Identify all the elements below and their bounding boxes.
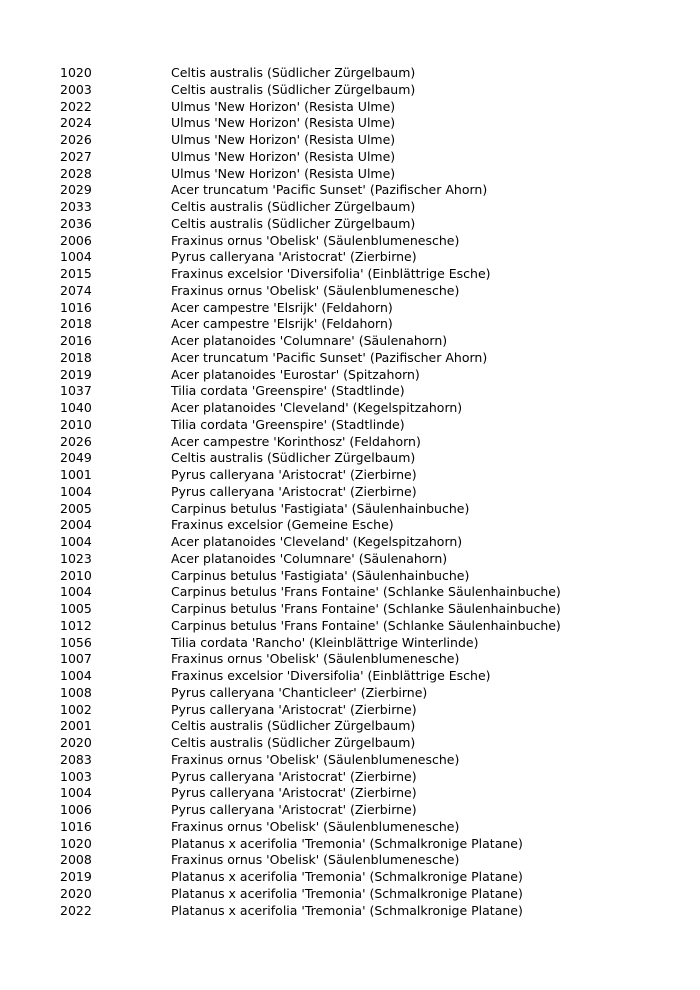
list-item <box>60 551 680 568</box>
item-code: 1004 <box>60 534 92 549</box>
item-species: Acer platanoides 'Eurostar' (Spitzahorn) <box>171 366 420 382</box>
list-item <box>60 350 680 367</box>
item-species: Carpinus betulus 'Frans Fontaine' (Schlanke Säulenhainbuche) <box>171 601 561 616</box>
list-item <box>60 266 680 283</box>
list-item <box>60 132 680 149</box>
item-code: 1004 <box>60 249 92 265</box>
item-code: 2024 <box>60 115 92 131</box>
item-code: 2016 <box>60 333 92 348</box>
item-code: 2019 <box>60 869 92 884</box>
item-species: Ulmus 'New Horizon' (Resista Ulme) <box>171 132 396 147</box>
list-item <box>60 869 680 886</box>
list-item <box>60 166 680 183</box>
list-item <box>60 836 680 853</box>
list-item <box>60 802 680 819</box>
list-item <box>60 568 680 585</box>
item-species: Acer platanoides 'Cleveland' (Kegelspitzahorn) <box>171 534 463 549</box>
item-species: Acer truncatum 'Pacific Sunset' (Pazifischer Ahorn) <box>171 349 488 365</box>
list-item <box>60 333 680 350</box>
item-species: Celtis australis (Südlicher Zürgelbaum) <box>171 718 416 734</box>
list-item <box>60 417 680 434</box>
list-item <box>60 82 680 99</box>
item-code: 1008 <box>60 684 92 700</box>
item-code: 2015 <box>60 266 92 281</box>
item-species: Fraxinus ornus 'Obelisk' (Säulenblumenesche) <box>171 651 460 667</box>
tree-list <box>60 65 680 919</box>
item-species: Fraxinus excelsior 'Diversifolia' (Einblättrige Esche) <box>171 668 491 683</box>
list-item <box>60 300 680 317</box>
list-item <box>60 819 680 836</box>
item-species: Acer truncatum 'Pacific Sunset' (Pazifischer Ahorn) <box>171 182 488 198</box>
item-code: 1001 <box>60 467 92 482</box>
item-code: 2020 <box>60 885 92 901</box>
item-species: Fraxinus ornus 'Obelisk' (Säulenblumenesche) <box>171 751 460 767</box>
list-item <box>60 752 680 769</box>
list-item <box>60 99 680 116</box>
item-code: 1004 <box>60 483 92 499</box>
item-code: 1004 <box>60 584 92 600</box>
item-code: 2010 <box>60 416 92 432</box>
item-code: 2008 <box>60 852 92 868</box>
list-item <box>60 434 680 451</box>
item-code: 1016 <box>60 299 92 315</box>
item-species: Celtis australis (Südlicher Zürgelbaum) <box>171 65 416 80</box>
list-item <box>60 735 680 752</box>
item-species: Platanus x acerifolia 'Tremonia' (Schmalkronige Platane) <box>171 902 523 918</box>
item-species: Platanus x acerifolia 'Tremonia' (Schmalkronige Platane) <box>171 885 523 901</box>
list-item <box>60 785 680 802</box>
list-item <box>60 668 680 685</box>
item-species: Carpinus betulus 'Frans Fontaine' (Schlanke Säulenhainbuche) <box>171 617 561 633</box>
item-species: Tilia cordata 'Greenspire' (Stadtlinde) <box>171 416 405 432</box>
item-species: Carpinus betulus 'Fastigiata' (Säulenhainbuche) <box>171 500 470 516</box>
item-species: Platanus x acerifolia 'Tremonia' (Schmalkronige Platane) <box>171 869 523 884</box>
item-code: 1002 <box>60 701 92 717</box>
item-species: Fraxinus ornus 'Obelisk' (Säulenblumenesche) <box>171 852 460 868</box>
item-code: 2026 <box>60 433 92 449</box>
item-code: 1012 <box>60 617 92 633</box>
item-species: Platanus x acerifolia 'Tremonia' (Schmalkronige Platane) <box>171 835 523 851</box>
item-code: 1016 <box>60 818 92 834</box>
list-item <box>60 584 680 601</box>
item-species: Pyrus calleryana 'Aristocrat' (Zierbirne) <box>171 467 417 482</box>
item-code: 2018 <box>60 349 92 365</box>
item-code: 2018 <box>60 316 92 332</box>
item-species: Acer campestre 'Elsrijk' (Feldahorn) <box>171 316 393 332</box>
item-code: 1020 <box>60 835 92 851</box>
item-code: 2033 <box>60 199 92 214</box>
list-item <box>60 702 680 719</box>
list-item <box>60 383 680 400</box>
list-item <box>60 852 680 869</box>
list-item <box>60 501 680 518</box>
list-item <box>60 182 680 199</box>
item-species: Acer platanoides 'Columnare' (Säulenahorn) <box>171 550 448 566</box>
item-code: 1007 <box>60 651 92 667</box>
item-species: Ulmus 'New Horizon' (Resista Ulme) <box>171 148 396 164</box>
item-code: 1004 <box>60 785 92 801</box>
item-code: 2028 <box>60 165 92 181</box>
item-species: Pyrus calleryana 'Aristocrat' (Zierbirne) <box>171 768 417 784</box>
item-code: 2005 <box>60 500 92 516</box>
item-code: 1023 <box>60 550 92 566</box>
item-species: Fraxinus excelsior 'Diversifolia' (Einblättrige Esche) <box>171 266 491 281</box>
list-item <box>60 517 680 534</box>
item-species: Celtis australis (Südlicher Zürgelbaum) <box>171 215 416 231</box>
list-item <box>60 149 680 166</box>
list-item <box>60 249 680 266</box>
item-code: 2019 <box>60 366 92 382</box>
list-item <box>60 65 680 82</box>
item-species: Acer platanoides 'Cleveland' (Kegelspitzahorn) <box>171 400 463 415</box>
list-item <box>60 316 680 333</box>
list-item <box>60 651 680 668</box>
item-code: 2027 <box>60 148 92 164</box>
list-item <box>60 618 680 635</box>
item-species: Fraxinus ornus 'Obelisk' (Säulenblumenesche) <box>171 232 460 248</box>
item-code: 1004 <box>60 668 92 683</box>
item-species: Ulmus 'New Horizon' (Resista Ulme) <box>171 115 396 131</box>
item-species: Pyrus calleryana 'Aristocrat' (Zierbirne) <box>171 802 417 817</box>
list-item <box>60 283 680 300</box>
list-item <box>60 769 680 786</box>
item-code: 2022 <box>60 98 92 114</box>
item-code: 1040 <box>60 400 92 415</box>
item-species: Acer platanoides 'Columnare' (Säulenahorn) <box>171 333 448 348</box>
item-code: 2049 <box>60 450 92 466</box>
item-species: Celtis australis (Südlicher Zürgelbaum) <box>171 735 416 750</box>
list-item <box>60 115 680 132</box>
item-code: 2036 <box>60 215 92 231</box>
list-item <box>60 635 680 652</box>
item-code: 1006 <box>60 802 92 817</box>
item-code: 1020 <box>60 65 92 80</box>
item-code: 2010 <box>60 567 92 583</box>
item-species: Ulmus 'New Horizon' (Resista Ulme) <box>171 98 396 114</box>
item-species: Fraxinus ornus 'Obelisk' (Säulenblumenesche) <box>171 282 460 298</box>
item-code: 2006 <box>60 232 92 248</box>
item-species: Pyrus calleryana 'Aristocrat' (Zierbirne) <box>171 483 417 499</box>
item-species: Tilia cordata 'Rancho' (Kleinblättrige Winterlinde) <box>171 634 479 650</box>
item-species: Fraxinus excelsior (Gemeine Esche) <box>171 517 394 533</box>
item-species: Acer campestre 'Elsrijk' (Feldahorn) <box>171 299 393 315</box>
list-item <box>60 484 680 501</box>
list-item <box>60 886 680 903</box>
item-code: 2003 <box>60 81 92 97</box>
list-item <box>60 216 680 233</box>
item-species: Celtis australis (Südlicher Zürgelbaum) <box>171 81 416 97</box>
item-code: 1005 <box>60 601 92 616</box>
item-code: 2020 <box>60 735 92 750</box>
item-code: 2022 <box>60 902 92 918</box>
list-item <box>60 718 680 735</box>
item-species: Ulmus 'New Horizon' (Resista Ulme) <box>171 165 396 181</box>
list-item <box>60 199 680 216</box>
item-code: 2074 <box>60 282 92 298</box>
list-item <box>60 685 680 702</box>
list-item <box>60 233 680 250</box>
list-item <box>60 903 680 920</box>
item-code: 2026 <box>60 132 92 147</box>
item-code: 2029 <box>60 182 92 198</box>
list-item <box>60 450 680 467</box>
item-species: Celtis australis (Südlicher Zürgelbaum) <box>171 450 416 466</box>
item-species: Pyrus calleryana 'Aristocrat' (Zierbirne) <box>171 701 417 717</box>
item-species: Tilia cordata 'Greenspire' (Stadtlinde) <box>171 383 405 399</box>
list-item <box>60 534 680 551</box>
item-code: 2004 <box>60 517 92 533</box>
item-code: 1037 <box>60 383 92 399</box>
item-code: 2083 <box>60 751 92 767</box>
item-species: Fraxinus ornus 'Obelisk' (Säulenblumenesche) <box>171 818 460 834</box>
item-code: 1056 <box>60 634 92 650</box>
item-code: 2001 <box>60 718 92 734</box>
item-species: Acer campestre 'Korinthosz' (Feldahorn) <box>171 433 421 449</box>
item-species: Celtis australis (Südlicher Zürgelbaum) <box>171 199 416 214</box>
list-item <box>60 467 680 484</box>
item-species: Carpinus betulus 'Frans Fontaine' (Schlanke Säulenhainbuche) <box>171 584 561 600</box>
item-code: 1003 <box>60 768 92 784</box>
list-item <box>60 367 680 384</box>
item-species: Pyrus calleryana 'Aristocrat' (Zierbirne) <box>171 785 417 801</box>
list-item <box>60 400 680 417</box>
item-species: Carpinus betulus 'Fastigiata' (Säulenhainbuche) <box>171 567 470 583</box>
list-item <box>60 601 680 618</box>
item-species: Pyrus calleryana 'Chanticleer' (Zierbirne) <box>171 684 428 700</box>
item-species: Pyrus calleryana 'Aristocrat' (Zierbirne) <box>171 249 417 265</box>
